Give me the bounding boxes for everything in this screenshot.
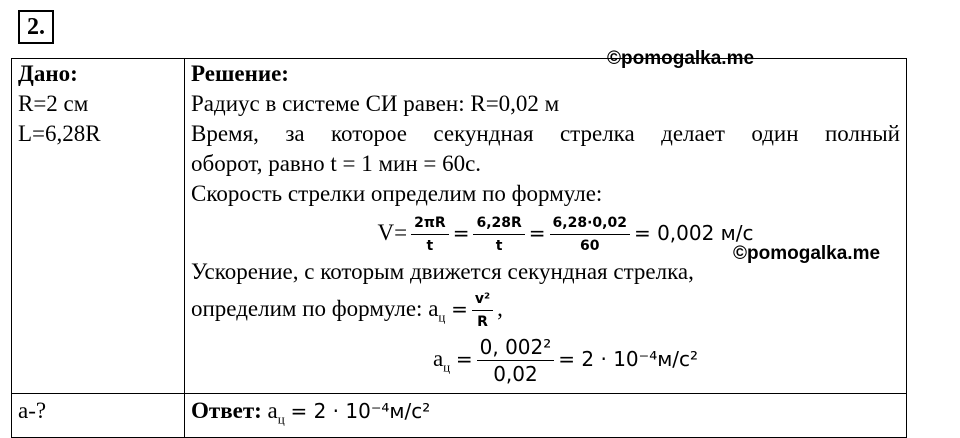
watermark-top: ©pomogalka.me xyxy=(607,48,755,69)
solution-speed-intro: Скорость стрелки определим по формуле: xyxy=(191,181,603,206)
speed-result: = 0,002 м/с xyxy=(633,221,754,245)
solution-cell xyxy=(185,59,907,394)
speed-lhs: V= xyxy=(377,220,408,245)
accel-result: = 2 · 10⁻⁴м/с² xyxy=(558,347,699,371)
solution-time-value: оборот, равно t = 1 мин = 60с. xyxy=(191,151,482,176)
watermark-middle: ©pomogalka.me xyxy=(733,243,881,264)
solution-radius-si: Радиус в системе СИ равен: R=0,02 м xyxy=(191,91,560,116)
answer-value: = 2 · 10⁻⁴м/с² xyxy=(290,399,431,423)
answer-cell: Ответ: $a_ц = 2 \cdot 10^{-4}м/с^2$ xyxy=(185,394,907,438)
given-cell xyxy=(12,59,185,394)
answer-label: Ответ: xyxy=(191,398,262,423)
solution-heading: Решение: xyxy=(191,61,289,86)
find-cell xyxy=(12,394,185,438)
accel-frac-v2-r: $\frac{\text{v²}}{R}$ xyxy=(472,288,493,333)
given-radius: R=2 см xyxy=(18,91,89,116)
given-length: L=6,28R xyxy=(18,121,101,146)
accel-formula: $a_ц$ = $\frac{\text{0, 002²}}{0,02}$ = 2 · 10⁻⁴м/с² xyxy=(432,335,699,387)
speed-frac-1: $\frac{2\pi R}{t}$ xyxy=(411,212,449,257)
solution-time-text: Время, за которое секундная стрелка делает один полный xyxy=(191,121,900,146)
speed-frac-2: $\frac{6,28R}{t}$ xyxy=(473,212,524,257)
accel-formula-intro: определим по формуле: $a_ц$ = $\frac{\text{v²}}{R}$ , xyxy=(191,287,900,331)
solution-table xyxy=(11,58,907,438)
accel-frac: $\frac{\text{0, 002²}}{0,02}$ xyxy=(477,334,555,387)
answer-lhs: a xyxy=(267,398,278,423)
task-number: 2. xyxy=(18,10,54,44)
find-label: a-? xyxy=(18,398,47,423)
answer-row xyxy=(12,394,907,438)
solution-accel-intro: Ускорение, с которым движется секундная стрелка, xyxy=(191,259,694,284)
speed-frac-3: $\frac{6,28\cdot 0,02}{60}$ xyxy=(550,212,630,257)
given-heading: Дано: xyxy=(18,61,78,86)
content-row xyxy=(12,59,907,394)
speed-formula: V= $\frac{2\pi R}{t}$ = $\frac{6,28R}{t}$ = $\frac{6,28\cdot 0,02}{60}$ = 0,002 м/с xyxy=(191,209,900,257)
